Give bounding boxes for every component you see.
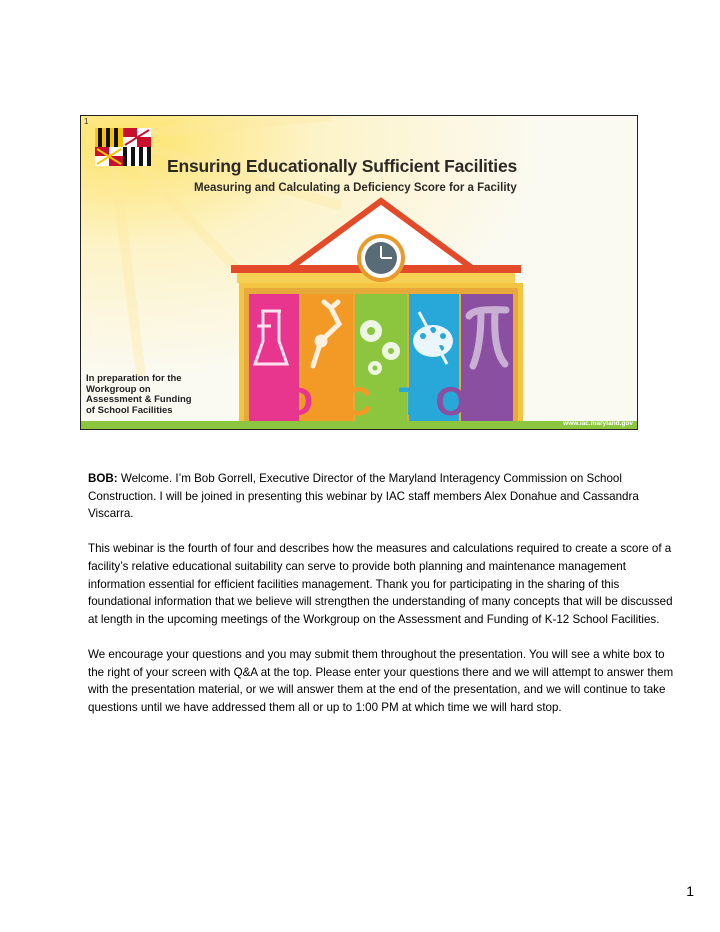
- speaker-notes: [88, 470, 678, 734]
- education-letter: N: [466, 380, 497, 424]
- page-number: 1: [686, 883, 694, 899]
- education-letter: U: [313, 380, 343, 424]
- education-word: [257, 382, 496, 422]
- maryland-flag-icon: [95, 128, 151, 166]
- slide-subtitle: Measuring and Calculating a Deficiency Score for a Facility: [194, 182, 517, 194]
- education-letter: C: [342, 380, 373, 424]
- education-letter: O: [435, 380, 467, 424]
- education-letter: D: [284, 380, 314, 424]
- notes-paragraph-2: This webinar is the fourth of four and describes how the measures and calculations required to create a score of a facility’s relative educational suitability can serve to provide both planning and maintenance management information essential for efficient facilities management. Thank you for participating in the sharing of this foundational information that we believe will strengthen the understanding of many concepts that will be discussed at length in the upcoming meetings of the Workgroup on the Assessment and Funding of K-12 School Facilities.: [88, 542, 673, 626]
- slide-thumbnail: [80, 115, 638, 430]
- slide-number: 1: [84, 117, 89, 126]
- education-letter: E: [257, 380, 285, 424]
- website-url: www.iac.maryland.gov: [563, 420, 633, 427]
- notes-text: Welcome. I’m Bob Gorrell, Executive Director of the Maryland Interagency Commission on School Construction. I will be joined in presenting this webinar by IAC staff members Alex Donahue and Cassandra Viscarra.: [88, 472, 639, 521]
- education-letter: T: [398, 380, 424, 424]
- clock-icon: [359, 236, 403, 280]
- notes-paragraph-3: We encourage your questions and you may submit them throughout the presentation. You will see a white box to the right of your screen with Q&A at the top. Please enter your questions there and we will attempt to answer them with the presentation material, or we will answer them at the end of the presentation, and we will continue to take questions until we have addressed them all or up to 1:00 PM at which time we will hard stop.: [88, 647, 674, 714]
- education-letter: I: [423, 380, 436, 424]
- workgroup-note: In preparation for the Workgroup on Assessment & Funding of School Facilities: [86, 373, 192, 416]
- education-letter: A: [372, 380, 399, 424]
- notes-paragraph-1: [88, 470, 678, 523]
- slide-title: Ensuring Educationally Sufficient Facilities: [167, 156, 518, 176]
- speaker-label: BOB:: [88, 472, 118, 485]
